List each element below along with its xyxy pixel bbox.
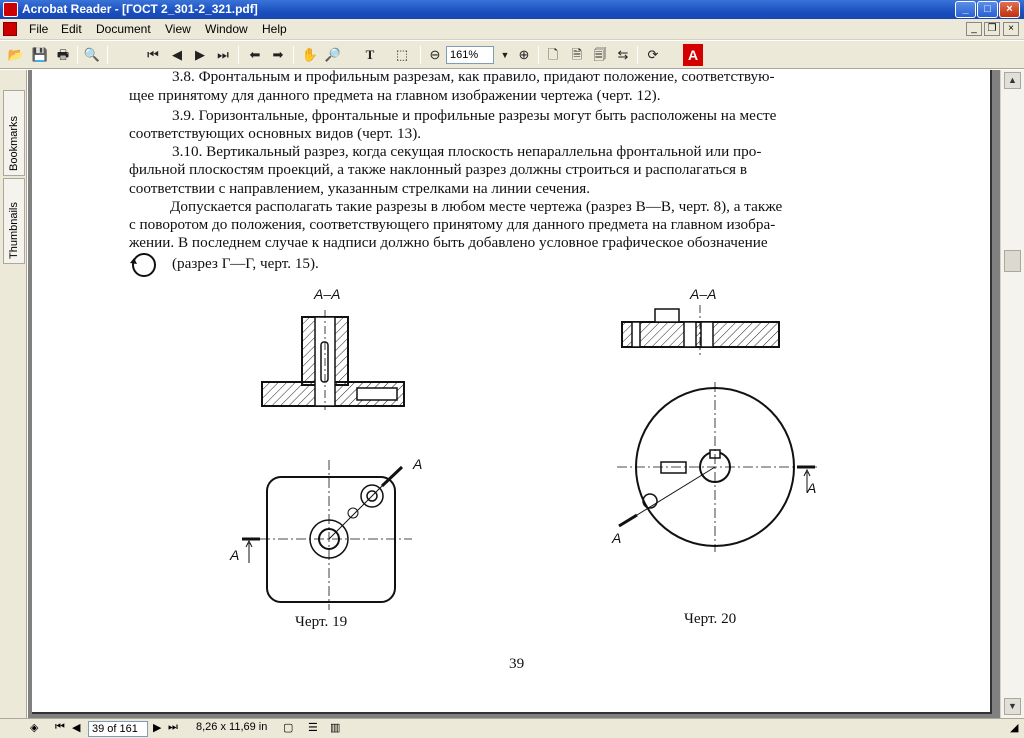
status-first-page-icon[interactable]: ⏮ [55, 721, 65, 733]
vertical-scrollbar[interactable] [1000, 70, 1024, 718]
text-line: фильной плоскостям проекций, а также наклонный разрез должны строиться и располагаться в [129, 161, 748, 178]
save-icon[interactable]: 💾 [31, 47, 49, 62]
text-line: 3.9. Горизонтальные, фронтальные и профильные разрезы могут быть расположены на месте [172, 107, 777, 124]
prev-page-icon[interactable]: ◀ [172, 47, 182, 62]
open-icon[interactable]: 📂 [7, 47, 25, 62]
fig20-plan-drawing [607, 380, 837, 560]
fig20-arrow-label-left: А [612, 530, 622, 546]
bookmarks-tab-label: Bookmarks [8, 115, 20, 171]
status-last-page-icon[interactable]: ⏭ [168, 721, 178, 733]
single-page-icon[interactable]: ▢ [283, 722, 294, 734]
document-view[interactable] [28, 70, 1000, 718]
acrobat-app-icon [3, 2, 18, 17]
document-icon[interactable] [3, 22, 17, 36]
text-line: Допускается располагать такие разрезы в любом месте чертежа (разрез В—В, черт. 8), а также [170, 198, 783, 215]
reflow-icon[interactable]: ⇆ [617, 47, 629, 62]
fig20-section-label: А–А [690, 286, 717, 302]
text-line: жении. В последнем случае к надписи должно быть добавлено условное графическое обозначение [129, 234, 768, 251]
menu-help[interactable]: Help [262, 22, 287, 36]
bookmarks-tab[interactable] [3, 90, 25, 176]
go-forward-icon[interactable]: ➡ [272, 47, 284, 62]
snapshot-icon[interactable]: ⬚ [395, 47, 409, 62]
close-button[interactable]: × [999, 1, 1020, 18]
menu-view[interactable]: View [165, 22, 191, 36]
doc-minimize-button[interactable]: _ [966, 22, 982, 36]
status-next-page-icon[interactable]: ▶ [153, 722, 162, 734]
text-line: соответствии с направлением, указанным стрелками на линии сечения. [129, 180, 591, 197]
hand-tool-icon[interactable]: ✋ [301, 47, 319, 62]
menu-document[interactable]: Document [96, 22, 151, 36]
zoom-dropdown-icon[interactable]: ▼ [500, 50, 510, 60]
fig19-plan-drawing [222, 455, 422, 615]
fit-width-icon[interactable]: 🗐 [593, 47, 607, 62]
fig20-arrow-label-right: А [807, 480, 817, 496]
facing-icon[interactable]: ▥ [330, 722, 341, 734]
adobe-icon[interactable]: A [683, 44, 703, 66]
doc-close-button[interactable]: × [1003, 22, 1019, 36]
scroll-down-icon[interactable]: ▼ [1004, 698, 1021, 715]
fig20-caption: Черт. 20 [684, 610, 737, 627]
menu-file[interactable]: File [29, 22, 49, 36]
next-page-icon[interactable]: ▶ [195, 47, 205, 62]
doc-restore-button[interactable]: ❐ [984, 22, 1000, 36]
text-line: 3.10. Вертикальный разрез, когда секущая плоскость непараллельна фронтальной или про- [172, 143, 762, 160]
text-line: соответствующих основных видов (черт. 13). [129, 125, 422, 142]
actual-size-icon[interactable]: 🗋 [547, 47, 559, 62]
text-line: с поворотом до положения, соответствующего принятому для данного предмета на главном изобра- [129, 216, 776, 233]
navigation-panel [0, 70, 27, 718]
thumbnails-tab-label: Thumbnails [8, 202, 20, 259]
print-icon[interactable]: 🖶 [56, 47, 70, 62]
zoom-out-icon[interactable]: ⊖ [429, 47, 441, 62]
toolbar [0, 41, 1024, 69]
toggle-nav-icon[interactable]: ◈ [30, 722, 39, 734]
menu-edit[interactable]: Edit [61, 22, 82, 36]
zoom-input[interactable]: 161% [446, 46, 494, 64]
zoom-tool-icon[interactable]: 🔎 [324, 47, 342, 62]
resize-grip-icon[interactable]: ◢ [1010, 722, 1019, 734]
menu-window[interactable]: Window [205, 22, 248, 36]
rotate-icon[interactable]: ⟳ [647, 47, 659, 62]
fig20-section-drawing [617, 305, 787, 355]
fig19-arrow-label-left: А [230, 547, 240, 563]
text-line: (разрез Г—Г, черт. 15). [172, 255, 319, 272]
go-back-icon[interactable]: ⬅ [249, 47, 261, 62]
page-number: 39 [509, 655, 525, 672]
first-page-icon[interactable]: ⏮ [147, 47, 159, 62]
thumbnails-tab[interactable] [3, 178, 25, 264]
last-page-icon[interactable]: ⏭ [217, 47, 229, 62]
menu-bar [0, 19, 1024, 40]
scroll-thumb[interactable] [1004, 250, 1021, 272]
fit-page-icon[interactable]: 🗎 [571, 47, 583, 62]
maximize-button[interactable]: □ [977, 1, 998, 18]
rotation-symbol-icon [128, 250, 162, 280]
status-prev-page-icon[interactable]: ◀ [72, 722, 81, 734]
scroll-up-icon[interactable]: ▲ [1004, 72, 1021, 89]
fig19-arrow-label-top: А [413, 456, 423, 472]
page-size-readout: 8,26 x 11,69 in [196, 721, 268, 733]
fig19-section-label: А–А [314, 286, 341, 302]
minimize-button[interactable]: _ [955, 1, 976, 18]
continuous-icon[interactable]: ☰ [308, 722, 318, 734]
pdf-page [32, 70, 992, 714]
text-line: 3.8. Фронтальным и профильным разрезам, как правило, придают положение, соответствую- [172, 70, 775, 85]
fig19-caption: Черт. 19 [295, 613, 348, 630]
text-select-icon[interactable]: T [365, 47, 375, 62]
status-bar [0, 718, 1024, 738]
text-line: щее принятому для данного предмета на главном изображении чертежа (черт. 12). [129, 87, 661, 104]
window-title: Acrobat Reader - [ГОСТ 2_301-2_321.pdf] [22, 2, 258, 16]
fig19-section-drawing [257, 310, 417, 410]
page-number-field[interactable]: 39 of 161 [88, 721, 148, 737]
search-icon[interactable]: 🔍 [83, 47, 101, 62]
title-bar [0, 0, 1024, 19]
zoom-in-icon[interactable]: ⊕ [518, 47, 530, 62]
